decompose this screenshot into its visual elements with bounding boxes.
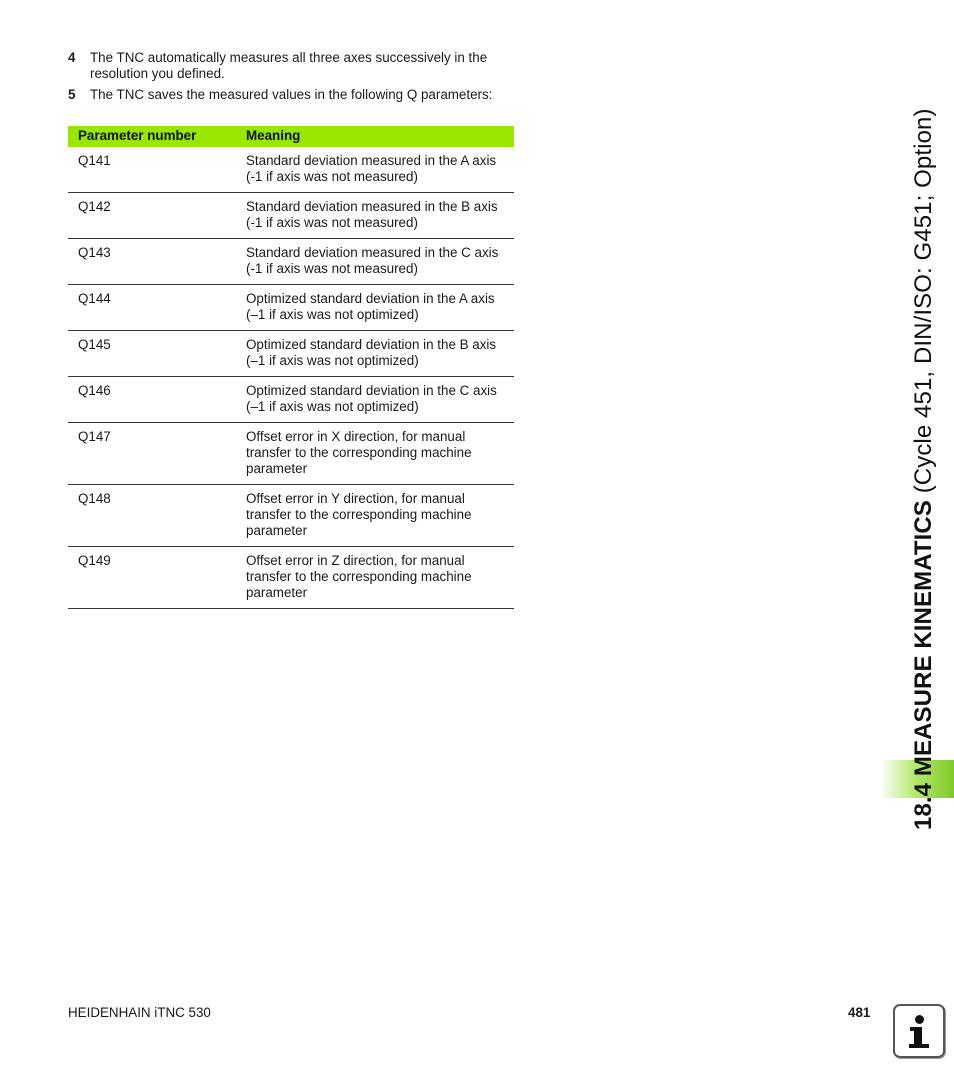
- header-parameter-number: Parameter number: [68, 126, 246, 147]
- table-row: [68, 193, 514, 239]
- parameter-cell: Q143: [68, 239, 246, 285]
- meaning-cell: Offset error in Z direction, for manual transfer to the corresponding machine parameter: [246, 547, 514, 609]
- table-row: [68, 377, 514, 423]
- table-row: [68, 239, 514, 285]
- header-meaning: Meaning: [246, 126, 514, 147]
- parameter-cell: Q147: [68, 423, 246, 485]
- parameter-cell: Q145: [68, 331, 246, 377]
- step-item: [68, 87, 514, 103]
- parameter-cell: Q148: [68, 485, 246, 547]
- table-row: [68, 285, 514, 331]
- parameter-cell: Q142: [68, 193, 246, 239]
- meaning-cell: Standard deviation measured in the A axis (-1 if axis was not measured): [246, 147, 514, 193]
- table-row: [68, 547, 514, 609]
- page-number: 481: [848, 1005, 871, 1020]
- step-text: The TNC automatically measures all three axes successively in the resolution you defined.: [90, 50, 488, 81]
- step-item: [68, 50, 514, 82]
- info-icon-dot: [915, 1015, 924, 1024]
- meaning-cell: Optimized standard deviation in the A axis (–1 if axis was not optimized): [246, 285, 514, 331]
- info-icon[interactable]: [893, 1004, 945, 1058]
- table-row: [68, 331, 514, 377]
- parameter-cell: Q141: [68, 147, 246, 193]
- parameter-cell: Q149: [68, 547, 246, 609]
- step-text: The TNC saves the measured values in the following Q parameters:: [90, 87, 493, 102]
- parameter-cell: Q146: [68, 377, 246, 423]
- q-parameter-table: [68, 126, 514, 609]
- footer-product-name: HEIDENHAIN iTNC 530: [68, 1005, 211, 1020]
- step-number: 4: [68, 50, 76, 65]
- meaning-cell: Optimized standard deviation in the C axis (–1 if axis was not optimized): [246, 377, 514, 423]
- meaning-cell: Standard deviation measured in the B axis (-1 if axis was not measured): [246, 193, 514, 239]
- side-title-normal: (Cycle 451, DIN/ISO: G451; Option): [910, 108, 937, 501]
- table-header-row: [68, 126, 514, 147]
- table-row: [68, 485, 514, 547]
- chapter-side-title: [910, 10, 938, 830]
- meaning-cell: Offset error in Y direction, for manual transfer to the corresponding machine parameter: [246, 485, 514, 547]
- meaning-cell: Offset error in X direction, for manual transfer to the corresponding machine parameter: [246, 423, 514, 485]
- step-number: 5: [68, 87, 76, 102]
- info-icon-base: [909, 1044, 929, 1048]
- meaning-cell: Optimized standard deviation in the B axis (–1 if axis was not optimized): [246, 331, 514, 377]
- step-list: [68, 50, 514, 108]
- table-row: [68, 147, 514, 193]
- parameter-cell: Q144: [68, 285, 246, 331]
- side-title-bold: 18.4 MEASURE KINEMATICS: [910, 500, 937, 830]
- meaning-cell: Standard deviation measured in the C axis (-1 if axis was not measured): [246, 239, 514, 285]
- table-row: [68, 423, 514, 485]
